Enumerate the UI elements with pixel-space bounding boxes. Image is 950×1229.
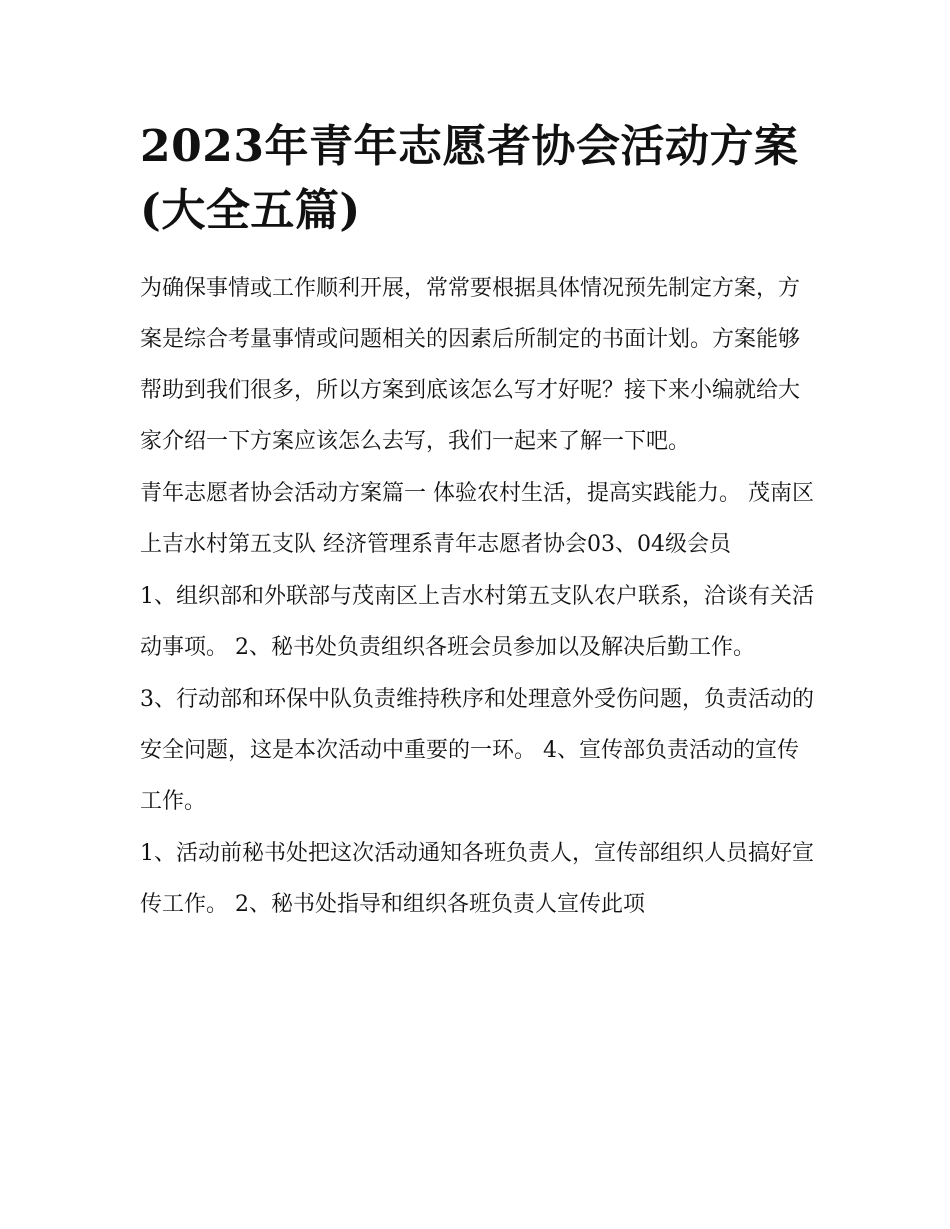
paragraph-steps: 1、活动前秘书处把这次活动通知各班负责人，宣传部组织人员搞好宣传工作。 2、秘书处指导和组织各班负责人宣传此项 <box>140 841 814 917</box>
paragraph-tasks-1-2: 1、组织部和外联部与茂南区上吉水村第五支队农户联系，洽谈有关活动事项。 2、秘书处负责组织各班会员参加以及解决后勤工作。 <box>140 584 814 660</box>
document-body <box>140 115 820 931</box>
paragraph-section-one: 青年志愿者协会活动方案篇一 体验农村生活，提高实践能力。 茂南区上吉水村第五支队 经济管理系青年志愿者协会03、04级会员 <box>140 481 814 557</box>
paragraph-tasks-3-4: 3、行动部和环保中队负责维持秩序和处理意外受伤问题，负责活动的安全问题，这是本次活动中重要的一环。 4、宣传部负责活动的宣传工作。 <box>140 687 814 814</box>
paragraph-intro: 为确保事情或工作顺利开展，常常要根据具体情况预先制定方案，方案是综合考量事情或问题相关的因素后所制定的书面计划。方案能够帮助到我们很多，所以方案到底该怎么写才好呢？接下来小编就给大家介绍一下方案应该怎么去写，我们一起来了解一下吧。 <box>140 276 801 454</box>
document-title: 2023年青年志愿者协会活动方案(大全五篇) <box>140 121 799 236</box>
